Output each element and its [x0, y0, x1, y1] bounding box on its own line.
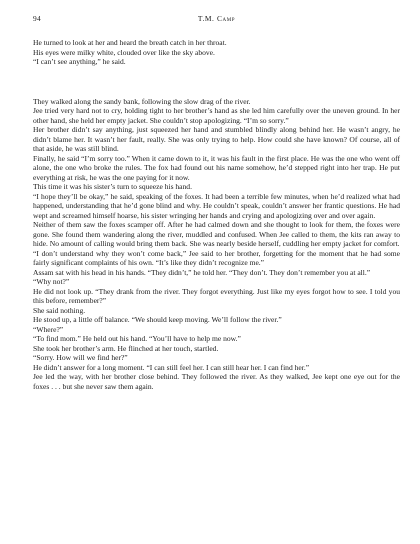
paragraph: He didn’t answer for a long moment. “I can still feel her. I can still hear her. I can find her.” [33, 362, 310, 372]
page-header [33, 14, 400, 28]
paragraph: Her brother didn’t say anything, just squeezed her hand and stumbled blindly along behind her. He wasn’t angry, he didn’t blame her. It wasn’t her fault, really. She was only trying to help. How could she have known? Of course, all of that aside, he was still blind. [33, 125, 400, 153]
running-head: T.M. Camp [197, 14, 236, 23]
paragraph: “I hope they’ll be okay,” he said, speaking of the foxes. It had been a terrible few minutes, when he’d realized what had happened, understanding that he’d gone blind and why. He couldn’t speak, couldn’t answer her frantic questions. He had wept and screamed himself hoarse, his sister wringing her hands and crying and apologizing over and over again. [33, 191, 400, 220]
paragraph: Assam sat with his head in his hands. “They didn’t,” he told her. “They don’t. They don’t remember you at all.” [33, 267, 371, 277]
paragraph: He did not look up. “They drank from the river. They forgot everything. Just like my eyes forgot how to see. I told you this before, remember?” [33, 286, 400, 305]
paragraph: “I don’t understand why they won’t come back,” Jee said to her brother, forgetting for the moment that he had some fairly significant complaints of his own. “It’s like they didn’t recognize me.” [33, 248, 400, 267]
page-number: 94 [33, 14, 41, 23]
paragraph: Neither of them saw the foxes scamper off. After he had calmed down and she thought to look for them, the foxes were gone. She found them wandering along the river, muddled and confused. When Jee called to them, the kits ran away to hide. No amount of calling would bring them back. She was nearly beside herself, cuddling her empty jacket for comfort. [33, 220, 400, 248]
paragraph: “Why not?” [33, 277, 70, 286]
paragraph: “I can’t see anything,” he said. [33, 57, 126, 66]
text-section-1 [33, 38, 400, 67]
paragraph: He stood up, a little off balance. “We should keep moving. We’ll follow the river.” [33, 315, 282, 324]
paragraph: He turned to look at her and heard the breath catch in her throat. [33, 38, 227, 47]
paragraph: They walked along the sandy bank, following the slow drag of the river. [33, 96, 251, 106]
paragraph: “Sorry. How will we find her?” [33, 353, 128, 362]
paragraph: “Where?” [33, 324, 64, 334]
text-section-2 [33, 97, 400, 392]
paragraph: Jee led the way, with her brother close behind. They followed the river. As they walked, Jee kept one eye out for the foxes . . . but she never saw them again. [33, 372, 400, 391]
paragraph: She took her brother’s arm. He flinched at her touch, startled. [33, 343, 219, 353]
paragraph: His eyes were milky white, clouded over like the sky above. [33, 47, 215, 57]
paragraph: She said nothing. [33, 305, 86, 315]
paragraph: Jee tried very hard not to cry, holding tight to her brother’s hand as she led him carefully over the uneven ground. In her other hand, she held her empty jacket. She couldn’t stop apologizing. “I’m so sorry.” [33, 106, 400, 125]
paragraph: This time it was his sister’s turn to squeeze his hand. [33, 182, 192, 191]
paragraph: “To find mom.” He held out his hand. “You’ll have to help me now.” [33, 334, 241, 343]
paragraph: Finally, he said “I’m sorry too.” When it came down to it, it was his fault in the first place. He was the one who went off alone, the one who broke the rules. The fox had found out his name somehow, he’d stepped right into her trap. He put everything at risk, he was the one paying for it now. [33, 153, 400, 182]
